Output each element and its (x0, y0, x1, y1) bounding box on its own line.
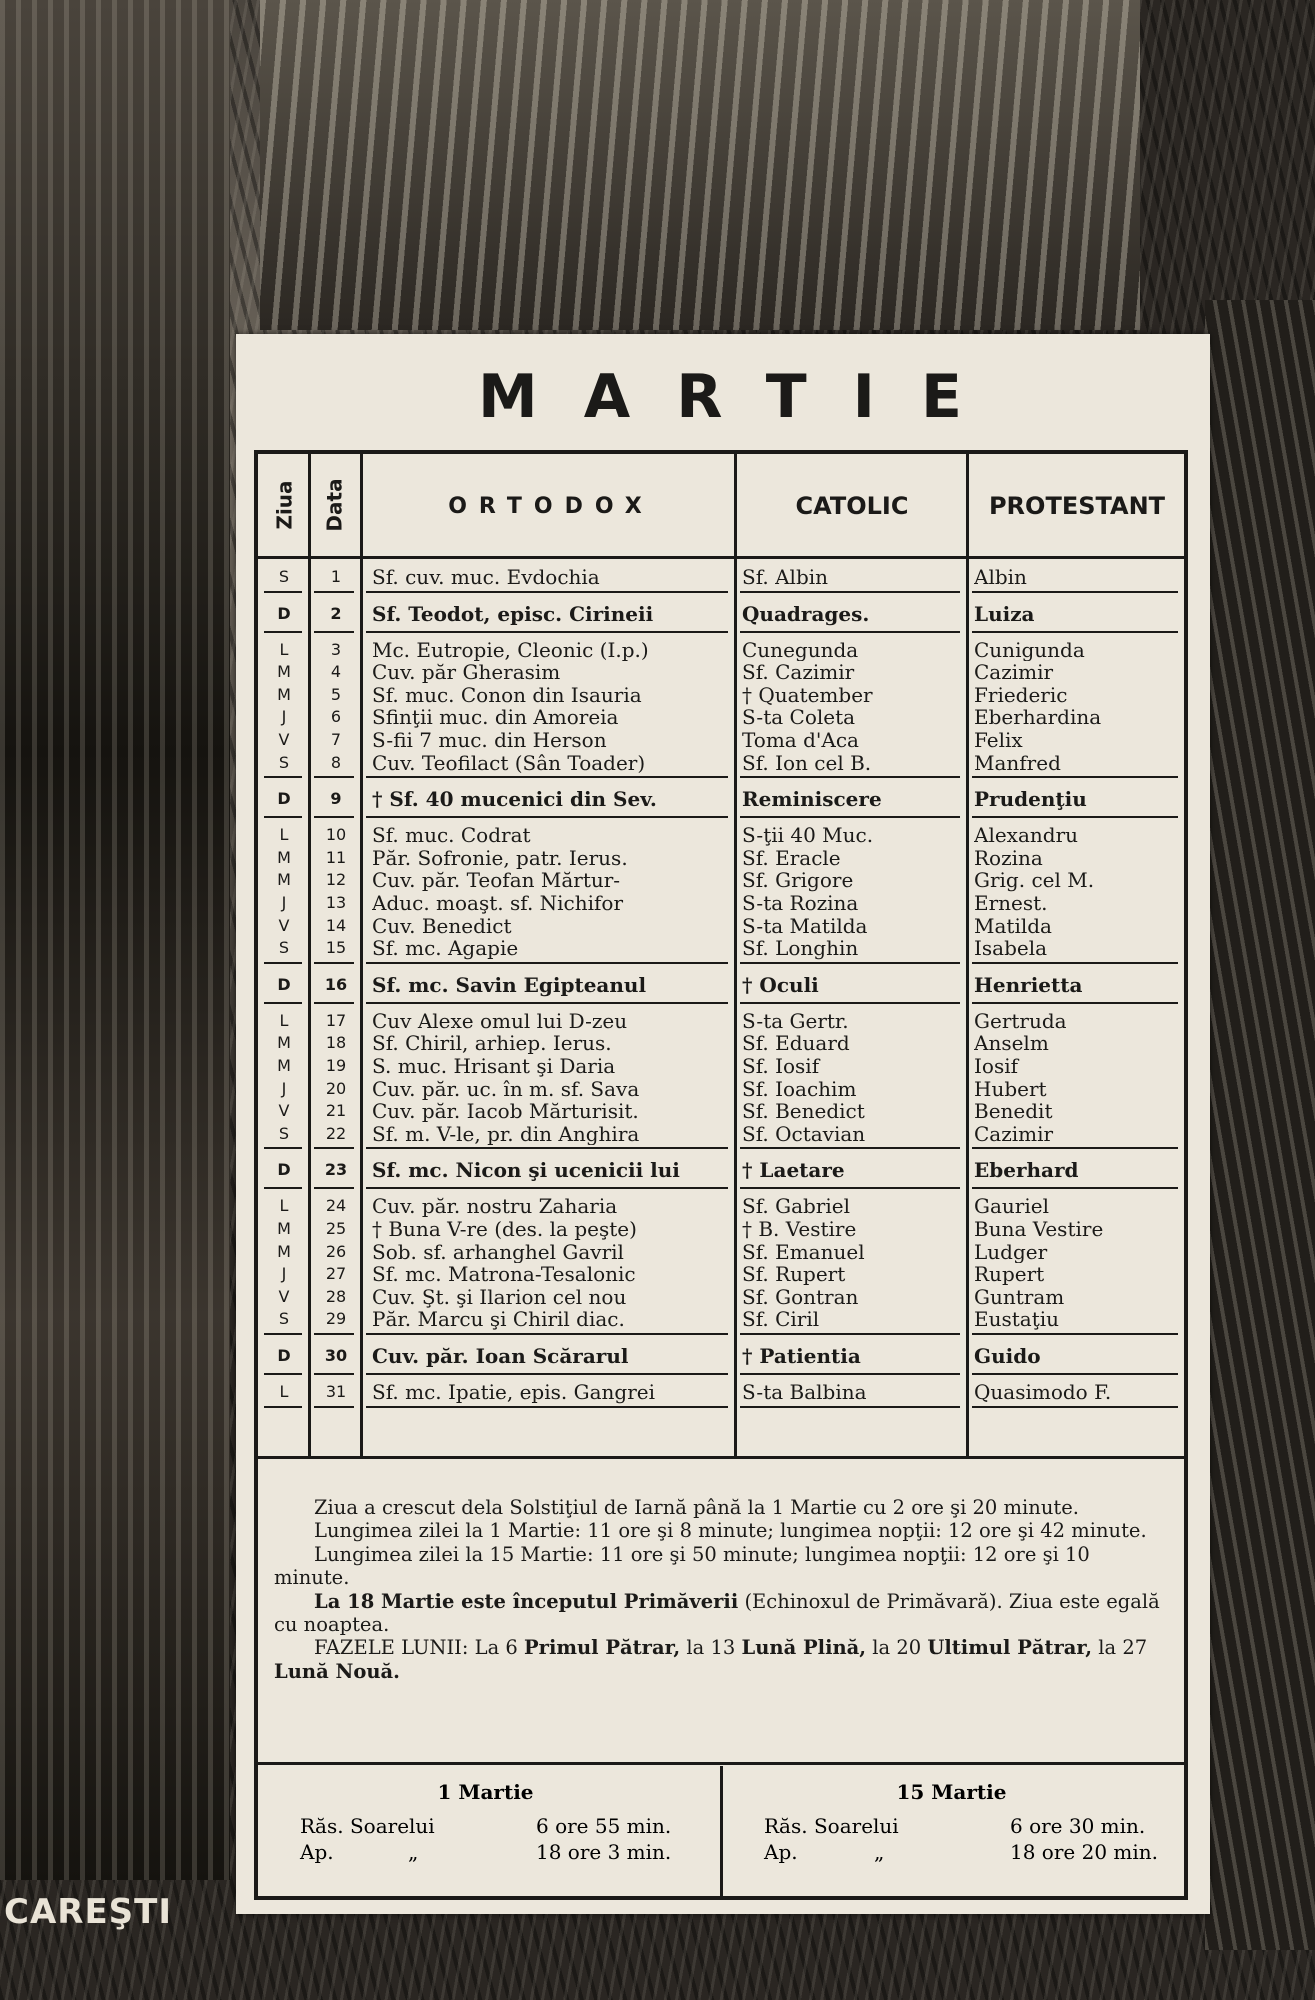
day-number: 3 (330, 639, 342, 659)
day-number: 17 (325, 1010, 347, 1030)
protestant-saint: Cunigunda (974, 638, 1085, 662)
row-separator (314, 1187, 354, 1189)
day-number: 1 (330, 567, 342, 586)
catholic-saint: S-ţii 40 Muc. (742, 824, 874, 847)
day-number: 21 (325, 1101, 347, 1121)
row-separator (740, 962, 960, 964)
row-separator (740, 816, 960, 818)
row-separator (972, 1147, 1178, 1149)
weekday-row-group (258, 824, 1184, 960)
row-separator (264, 816, 302, 818)
orthodox-saint: Cuv. Benedict (372, 914, 512, 938)
orthodox-saint: Cuv. păr. Teofan Mărtur- (372, 869, 621, 892)
sunset-value: 18 ore 20 min. (1010, 1840, 1159, 1864)
note-day-growth: Ziua a crescut dela Solstiţiul de Iarnă până la 1 Martie cu 2 ore şi 20 minute. (314, 1496, 1079, 1519)
catholic-saint: Sf. Emanuel (742, 1240, 865, 1264)
orthodox-saint: Cuv. păr. uc. în m. sf. Sava (372, 1077, 640, 1101)
protestant-saint: Rozina (974, 846, 1043, 870)
day-letter: M (277, 1055, 291, 1075)
day-number: 29 (325, 1309, 347, 1329)
orthodox-saint: Păr. Sofronie, patr. Ierus. (372, 846, 628, 870)
sunset-label: Ap. (300, 1840, 334, 1864)
orthodox-saint: † Sf. 40 mucenici din Sev. (372, 787, 657, 812)
row-separator (366, 816, 728, 818)
catholic-saint: S-ta Coleta (742, 706, 856, 729)
orthodox-saint: S. muc. Hrisant şi Daria (372, 1054, 616, 1078)
protestant-saint: Guido (974, 1344, 1041, 1368)
catholic-saint: S-ta Gertr. (742, 1009, 849, 1033)
orthodox-saint: Sf. Chiril, arhiep. Ierus. (372, 1032, 612, 1055)
day-letter: M (277, 662, 291, 682)
orthodox-saint: Aduc. moaşt. sf. Nichifor (372, 891, 624, 915)
catholic-saint: Sf. Octavian (742, 1122, 866, 1146)
catholic-saint: † B. Vestire (742, 1217, 857, 1241)
row-separator (740, 631, 960, 633)
ditto-mark: „ (408, 1840, 419, 1864)
day-number: 8 (330, 752, 342, 772)
row-separator (366, 591, 728, 593)
protestant-saint: Cazimir (974, 1122, 1054, 1146)
day-letter: D (277, 1160, 291, 1180)
note-equinox: La 18 Martie este începutul Primăverii (Echinoxul de Primăvară). Ziua este egală cu noaptea. (274, 1589, 1160, 1637)
catholic-saint: Reminiscere (742, 787, 882, 812)
sunday-row-group (258, 599, 1184, 629)
day-letter: S (278, 1309, 290, 1329)
day-number: 12 (325, 870, 347, 890)
row-separator (972, 1002, 1178, 1004)
weekday-row-group (258, 1195, 1184, 1331)
protestant-saint: Eberhardina (974, 706, 1102, 729)
calendar-table (254, 450, 1188, 1900)
day-number: 15 (325, 938, 347, 958)
astronomical-notes (274, 1496, 1169, 1683)
sunrise-value: 6 ore 55 min. (536, 1814, 672, 1838)
day-letter: V (278, 1286, 290, 1306)
sunday-row-group (258, 1155, 1184, 1185)
protestant-saint: Ernest. (974, 891, 1048, 915)
table-header (258, 454, 1184, 558)
day-letter: D (277, 974, 291, 994)
day-number: 20 (325, 1078, 347, 1098)
protestant-saint: Friederic (974, 683, 1068, 707)
day-number: 18 (325, 1033, 347, 1053)
row-separator (366, 1147, 728, 1149)
day-number: 16 (324, 974, 348, 994)
day-letter: S (278, 752, 290, 772)
day-number: 31 (325, 1382, 347, 1401)
orthodox-saint: Cuv. păr. Ioan Scărarul (372, 1344, 629, 1368)
corner-caption: CAREŞTI (4, 1892, 173, 1932)
orthodox-saint: † Buna V-re (des. la peşte) (372, 1217, 637, 1241)
catholic-saint: Sf. Eduard (742, 1032, 850, 1055)
row-separator (264, 1002, 302, 1004)
header-rule (258, 556, 1184, 559)
orthodox-saint: Sf. muc. Conon din Isauria (372, 683, 642, 707)
ditto-mark: „ (874, 1840, 885, 1864)
row-separator (314, 1147, 354, 1149)
day-number: 4 (330, 662, 342, 682)
row-separator (314, 631, 354, 633)
protestant-saint: Cazimir (974, 661, 1054, 684)
catholic-saint: Sf. Cazimir (742, 661, 855, 684)
sunday-row-group (258, 970, 1184, 1000)
weekday-row-group (258, 566, 1184, 589)
row-separator (972, 816, 1178, 818)
note-day-length-15: Lungimea zilei la 15 Martie: 11 ore şi 50 minute; lungimea nopţii: 12 ore şi 10 minute. (274, 1542, 1090, 1590)
protestant-saint: Rupert (974, 1263, 1045, 1286)
protestant-saint: Gertruda (974, 1009, 1067, 1033)
catholic-saint: † Laetare (742, 1158, 845, 1183)
row-separator (314, 1002, 354, 1004)
orthodox-saint: Sf. mc. Matrona-Tesalonic (372, 1263, 636, 1286)
catholic-saint: † Quatember (742, 683, 873, 707)
row-separator (264, 776, 302, 778)
day-number: 26 (325, 1241, 347, 1261)
protestant-saint: Felix (974, 728, 1023, 752)
row-separator (264, 591, 302, 593)
day-letter: J (281, 707, 287, 727)
row-separator (366, 1187, 728, 1189)
catholic-saint: Sf. Ciril (742, 1308, 820, 1331)
catholic-saint: Sf. Ioachim (742, 1077, 857, 1101)
catholic-saint: Cunegunda (742, 638, 859, 662)
protestant-saint: Grig. cel M. (974, 869, 1095, 892)
protestant-saint: Gauriel (974, 1195, 1049, 1218)
row-separator (366, 1333, 728, 1335)
catholic-saint: Sf. Gabriel (742, 1195, 850, 1218)
month-title: MARTIE (478, 362, 1008, 432)
day-number: 6 (330, 707, 342, 727)
day-number: 19 (325, 1055, 347, 1075)
row-separator (314, 816, 354, 818)
sunrise-label: Răs. Soarelui (764, 1814, 899, 1838)
orthodox-saint: Sf. mc. Nicon şi ucenicii lui (372, 1158, 680, 1183)
row-separator (972, 1333, 1178, 1335)
day-letter: V (278, 1101, 290, 1121)
catholic-saint: † Oculi (742, 972, 819, 997)
row-separator (740, 776, 960, 778)
day-letter: L (279, 1382, 289, 1401)
protestant-saint: Alexandru (974, 824, 1079, 847)
orthodox-saint: Sf. mc. Savin Egipteanul (372, 972, 647, 997)
header-data: Data (323, 478, 347, 532)
row-separator (972, 1373, 1178, 1375)
day-letter: V (278, 915, 290, 935)
day-number: 28 (325, 1286, 347, 1306)
day-letter: L (279, 1196, 289, 1216)
header-catolic: CATOLIC (795, 492, 909, 520)
protestant-saint: Anselm (974, 1032, 1049, 1055)
row-separator (740, 1406, 960, 1408)
catholic-saint: Sf. Eracle (742, 846, 841, 870)
row-separator (366, 1373, 728, 1375)
day-letter: S (278, 938, 290, 958)
row-separator (366, 776, 728, 778)
sunset-label: Ap. (764, 1840, 798, 1864)
day-letter: M (277, 1241, 291, 1261)
protestant-saint: Luiza (974, 601, 1035, 626)
catholic-saint: S-ta Balbina (742, 1381, 867, 1404)
day-letter: L (279, 825, 289, 845)
sunrise-value: 6 ore 30 min. (1010, 1814, 1146, 1838)
day-number: 7 (330, 729, 342, 749)
row-separator (314, 591, 354, 593)
day-number: 24 (325, 1196, 347, 1216)
day-letter: D (277, 1346, 291, 1365)
row-separator (264, 1373, 302, 1375)
note-moon-phases: FAZELE LUNII: La 6 Primul Pătrar, la 13 Lună Plină, la 20 Ultimul Pătrar, la 27 Lună Nouă. (274, 1636, 1148, 1683)
catholic-saint: S-ta Matilda (742, 914, 868, 938)
protestant-saint: Guntram (974, 1285, 1065, 1309)
protestant-saint: Ludger (974, 1240, 1048, 1264)
row-separator (264, 1406, 302, 1408)
orthodox-saint: Sf. Teodot, episc. Cirineii (372, 601, 654, 626)
day-letter: S (278, 567, 290, 586)
row-separator (740, 1002, 960, 1004)
row-separator (740, 1373, 960, 1375)
catholic-saint: Sf. Rupert (742, 1263, 846, 1286)
row-separator (740, 1187, 960, 1189)
sun-times (258, 1766, 1184, 1896)
row-separator (314, 1406, 354, 1408)
row-separator (972, 1187, 1178, 1189)
sunday-row-group (258, 1341, 1184, 1371)
day-letter: M (277, 684, 291, 704)
orthodox-saint: Cuv. Teofilact (Sân Toader) (372, 751, 646, 775)
day-letter: L (279, 1010, 289, 1030)
day-letter: M (277, 1033, 291, 1053)
orthodox-saint: Cuv. păr. Iacob Mărturisit. (372, 1100, 639, 1123)
day-letter: M (277, 870, 291, 890)
table-bottom-rule (258, 1456, 1184, 1459)
catholic-saint: Sf. Gontran (742, 1285, 859, 1309)
catholic-saint: Quadrages. (742, 601, 870, 626)
protestant-saint: Iosif (974, 1054, 1019, 1078)
day-letter: S (278, 1123, 290, 1143)
day-number: 14 (325, 915, 347, 935)
notes-bottom-rule (258, 1762, 1184, 1765)
protestant-saint: Matilda (974, 914, 1052, 938)
header-protestant: PROTESTANT (988, 492, 1166, 520)
catholic-saint: Sf. Albin (742, 566, 829, 589)
orthodox-saint: Sf. mc. Ipatie, epis. Gangrei (372, 1381, 655, 1404)
protestant-saint: Quasimodo F. (974, 1381, 1112, 1404)
orthodox-saint: Cuv. păr Gherasim (372, 661, 561, 684)
header-ortodox: ORTODOX (448, 493, 654, 519)
row-separator (740, 591, 960, 593)
catholic-saint: Toma d'Aca (742, 728, 859, 752)
orthodox-saint: Sf. m. V-le, pr. din Anghira (372, 1122, 640, 1146)
row-separator (314, 776, 354, 778)
protestant-saint: Albin (974, 566, 1027, 589)
orthodox-saint: Cuv. Şt. şi Ilarion cel nou (372, 1285, 627, 1309)
row-separator (314, 962, 354, 964)
row-separator (366, 962, 728, 964)
protestant-saint: Manfred (974, 751, 1061, 775)
day-number: 25 (325, 1218, 347, 1238)
protestant-saint: Eustaţiu (974, 1308, 1060, 1331)
day-number: 5 (330, 684, 342, 704)
row-separator (972, 1406, 1178, 1408)
day-number: 10 (325, 825, 347, 845)
day-letter: J (281, 1264, 287, 1284)
row-separator (264, 1147, 302, 1149)
row-separator (314, 1333, 354, 1335)
day-number: 22 (325, 1123, 347, 1143)
day-number: 30 (324, 1346, 348, 1365)
day-number: 9 (330, 789, 342, 809)
row-separator (264, 1333, 302, 1335)
row-separator (264, 962, 302, 964)
row-separator (972, 631, 1178, 633)
sun-times-15-martie (724, 1766, 1179, 1896)
row-separator (264, 631, 302, 633)
sun-times-1-martie (258, 1766, 713, 1896)
day-letter: D (277, 789, 291, 809)
sunday-row-group (258, 784, 1184, 814)
day-number: 11 (325, 847, 347, 867)
orthodox-saint: Sf. cuv. muc. Evdochia (372, 566, 600, 589)
day-number: 23 (324, 1160, 348, 1180)
orthodox-saint: Sob. sf. arhanghel Gavril (372, 1240, 624, 1264)
row-separator (972, 962, 1178, 964)
catholic-saint: Sf. Grigore (742, 869, 854, 892)
catholic-saint: Sf. Ion cel B. (742, 751, 872, 775)
row-separator (366, 1406, 728, 1408)
row-separator (264, 1187, 302, 1189)
day-letter: D (277, 603, 291, 623)
protestant-saint: Isabela (974, 937, 1048, 960)
day-letter: J (281, 1078, 287, 1098)
orthodox-saint: Păr. Marcu şi Chiril diac. (372, 1308, 625, 1331)
protestant-saint: Eberhard (974, 1158, 1079, 1183)
day-letter: J (281, 892, 287, 912)
orthodox-saint: Cuv Alexe omul lui D-zeu (372, 1009, 628, 1033)
orthodox-saint: Cuv. păr. nostru Zaharia (372, 1195, 618, 1218)
row-separator (972, 776, 1178, 778)
row-separator (366, 1002, 728, 1004)
header-ziua: Ziua (273, 480, 297, 530)
weekday-row-group (258, 1381, 1184, 1404)
row-separator (740, 1147, 960, 1149)
note-day-length-1: Lungimea zilei la 1 Martie: 11 ore şi 8 minute; lungimea nopţii: 12 ore şi 42 minute. (314, 1519, 1147, 1543)
sunrise-label: Răs. Soarelui (300, 1814, 435, 1838)
orthodox-saint: Sf. muc. Codrat (372, 824, 531, 847)
weekday-row-group (258, 1010, 1184, 1146)
day-letter: M (277, 847, 291, 867)
sun-times-title: 1 Martie (437, 1780, 534, 1804)
protestant-saint: Benedit (974, 1100, 1053, 1123)
orthodox-saint: Sf. mc. Agapie (372, 937, 519, 960)
day-number: 2 (330, 603, 342, 623)
day-letter: V (278, 729, 290, 749)
row-separator (314, 1373, 354, 1375)
weekday-row-group (258, 639, 1184, 775)
row-separator (366, 631, 728, 633)
sunset-value: 18 ore 3 min. (536, 1840, 672, 1864)
day-number: 13 (325, 892, 347, 912)
protestant-saint: Henrietta (974, 972, 1083, 997)
protestant-saint: Buna Vestire (974, 1217, 1104, 1241)
day-letter: L (279, 639, 289, 659)
calendar-page (236, 334, 1210, 1914)
catholic-saint: S-ta Rozina (742, 891, 859, 915)
orthodox-saint: Sfinţii muc. din Amoreia (372, 706, 619, 729)
day-letter: M (277, 1218, 291, 1238)
catholic-saint: Sf. Longhin (742, 937, 859, 960)
row-separator (740, 1333, 960, 1335)
catholic-saint: Sf. Benedict (742, 1100, 865, 1123)
day-number: 27 (325, 1264, 347, 1284)
catholic-saint: Sf. Iosif (742, 1054, 820, 1078)
protestant-saint: Prudenţiu (974, 787, 1087, 812)
catholic-saint: † Patientia (742, 1344, 861, 1368)
background-figure-top (260, 0, 1140, 330)
orthodox-saint: S-fii 7 muc. din Herson (372, 728, 607, 752)
protestant-saint: Hubert (974, 1077, 1047, 1101)
background-figure-left (0, 0, 230, 1880)
row-separator (972, 591, 1178, 593)
sun-times-title: 15 Martie (896, 1780, 1007, 1804)
background-figure-right (1205, 300, 1315, 1950)
orthodox-saint: Mc. Eutropie, Cleonic (I.p.) (372, 638, 649, 662)
